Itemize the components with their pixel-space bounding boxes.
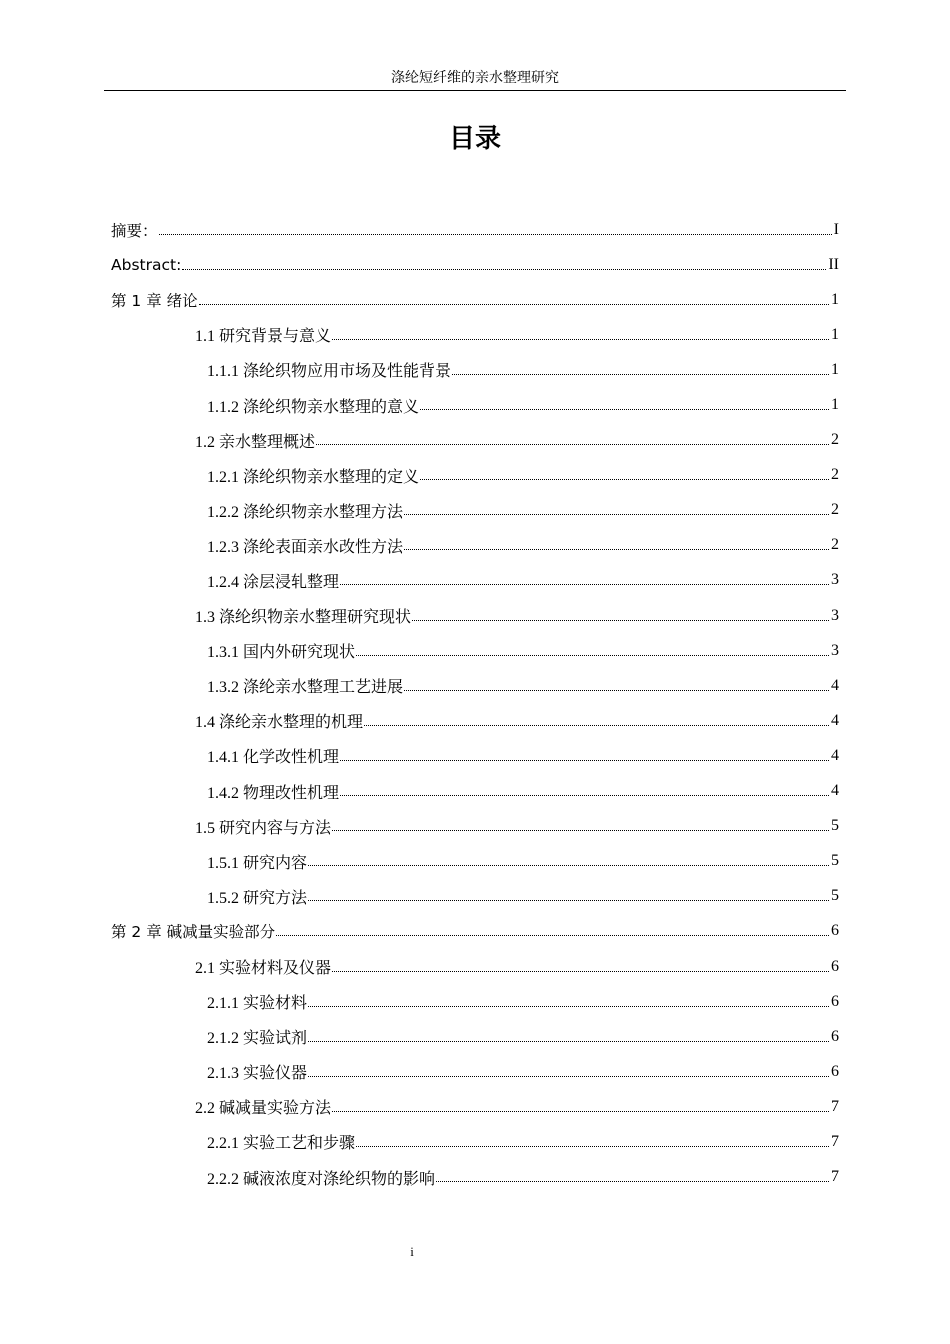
toc-entry[interactable]: [111, 423, 839, 458]
toc-entry[interactable]: [111, 352, 839, 387]
dot-leader: [340, 795, 829, 796]
running-header: 涤纶短纤维的亲水整理研究: [391, 71, 559, 86]
toc-entry[interactable]: [111, 282, 839, 317]
toc-entry-page-number: 1: [831, 325, 839, 343]
toc-entry-page-number: II: [828, 255, 839, 273]
toc-entry[interactable]: [111, 668, 839, 703]
toc-entry-label: 1.2.1 涤纶织物亲水整理的定义: [207, 468, 420, 486]
toc-entry-label: 2.2 碱减量实验方法: [195, 1100, 332, 1118]
toc-entry-label: 第 2 章 碱减量实验部分: [111, 923, 276, 942]
toc-entry[interactable]: [111, 458, 839, 493]
toc-entry-label: 1.2.3 涤纶表面亲水改性方法: [207, 538, 404, 556]
toc-entry[interactable]: [111, 984, 839, 1019]
dot-leader: [199, 304, 829, 305]
toc-entry-page-number: 6: [831, 992, 839, 1010]
dot-leader: [159, 234, 832, 235]
toc-entry[interactable]: [111, 528, 839, 563]
toc-entry-label: 1.5.1 研究内容: [207, 854, 308, 872]
dot-leader: [332, 971, 829, 972]
toc-entry-page-number: 2: [831, 431, 839, 449]
toc-entry[interactable]: [111, 212, 839, 247]
toc-entry-label: 1.2.2 涤纶织物亲水整理方法: [207, 503, 404, 521]
dot-leader: [308, 865, 829, 866]
toc-entry-page-number: 1: [831, 290, 839, 308]
dot-leader: [316, 444, 829, 445]
toc-entry[interactable]: [111, 703, 839, 738]
toc-entry-page-number: 6: [831, 1062, 839, 1080]
toc-entry-label: 1.1.1 涤纶织物应用市场及性能背景: [207, 363, 452, 381]
header-rule: [104, 90, 846, 91]
toc-entry-label: 1.4 涤纶亲水整理的机理: [195, 714, 364, 732]
toc-entry[interactable]: [111, 493, 839, 528]
toc-entry-page-number: 4: [831, 711, 839, 729]
toc-entry-label: 1.4.1 化学改性机理: [207, 749, 340, 767]
toc-entry-label: 2.1.2 实验试剂: [207, 1030, 308, 1048]
toc-entry-page-number: 7: [831, 1168, 839, 1186]
toc-entry[interactable]: [111, 633, 839, 668]
toc-entry[interactable]: [111, 1089, 839, 1124]
toc-entry-page-number: 6: [831, 1027, 839, 1045]
dot-leader: [436, 1181, 829, 1182]
toc-entry-page-number: 3: [831, 571, 839, 589]
toc-entry[interactable]: [111, 1054, 839, 1089]
toc-entry[interactable]: [111, 774, 839, 809]
toc-entry-label: 2.1 实验材料及仪器: [195, 960, 332, 978]
toc-entry[interactable]: [111, 1019, 839, 1054]
toc-entry-page-number: 5: [831, 817, 839, 835]
dot-leader: [308, 1041, 829, 1042]
toc-entry-page-number: 2: [831, 466, 839, 484]
toc-entry[interactable]: [111, 844, 839, 879]
toc-entry[interactable]: [111, 738, 839, 773]
toc-entry-page-number: I: [833, 220, 839, 238]
toc-entry[interactable]: [111, 598, 839, 633]
dot-leader: [308, 1006, 829, 1007]
toc-entry-label: 1.3.1 国内外研究现状: [207, 644, 356, 662]
dot-leader: [308, 900, 829, 901]
toc-entry-page-number: 5: [831, 887, 839, 905]
toc-entry-page-number: 1: [831, 360, 839, 378]
toc-entry-page-number: 3: [831, 641, 839, 659]
toc-entry-page-number: 4: [831, 746, 839, 764]
dot-leader: [332, 1111, 829, 1112]
dot-leader: [340, 760, 829, 761]
toc-entry[interactable]: [111, 563, 839, 598]
dot-leader: [356, 1146, 829, 1147]
dot-leader: [340, 584, 829, 585]
table-of-contents: [111, 212, 839, 1195]
toc-entry-label: 1.5.2 研究方法: [207, 889, 308, 907]
dot-leader: [420, 479, 829, 480]
toc-entry-label: 1.2.4 涂层浸轧整理: [207, 573, 340, 591]
dot-leader: [276, 935, 829, 936]
toc-entry[interactable]: [111, 247, 839, 282]
dot-leader: [404, 549, 829, 550]
toc-entry[interactable]: [111, 879, 839, 914]
dot-leader: [404, 514, 829, 515]
toc-entry-label: 1.3 涤纶织物亲水整理研究现状: [195, 609, 412, 627]
toc-entry-label: 1.1 研究背景与意义: [195, 328, 332, 346]
toc-entry-label: Abstract:: [111, 255, 182, 274]
dot-leader: [404, 690, 829, 691]
toc-entry-label: 1.5 研究内容与方法: [195, 819, 332, 837]
toc-entry-label: 1.2 亲水整理概述: [195, 433, 316, 451]
toc-entry[interactable]: [111, 1160, 839, 1195]
toc-entry[interactable]: [111, 317, 839, 352]
toc-entry-page-number: 3: [831, 606, 839, 624]
dot-leader: [452, 374, 829, 375]
toc-entry-page-number: 2: [831, 501, 839, 519]
toc-entry-label: 第 1 章 绪论: [111, 291, 198, 310]
toc-entry-page-number: 6: [831, 922, 839, 940]
toc-entry-page-number: 4: [831, 676, 839, 694]
toc-entry-label: 2.2.2 碱液浓度对涤纶织物的影响: [207, 1170, 436, 1188]
toc-entry-page-number: 1: [831, 396, 839, 414]
dot-leader: [412, 620, 829, 621]
page-title: 目录: [448, 124, 501, 154]
toc-entry[interactable]: [111, 914, 839, 949]
dot-leader: [332, 830, 829, 831]
toc-entry-label: 2.1.1 实验材料: [207, 995, 308, 1013]
dot-leader: [182, 269, 826, 270]
dot-leader: [332, 339, 829, 340]
toc-entry-label: 1.3.2 涤纶亲水整理工艺进展: [207, 679, 404, 697]
dot-leader: [308, 1076, 829, 1077]
page-number: i: [410, 1244, 414, 1259]
toc-entry-page-number: 4: [831, 782, 839, 800]
toc-entry-label: 2.2.1 实验工艺和步骤: [207, 1135, 356, 1153]
toc-entry-page-number: 5: [831, 852, 839, 870]
toc-entry[interactable]: [111, 949, 839, 984]
toc-entry-page-number: 7: [831, 1132, 839, 1150]
toc-entry-page-number: 7: [831, 1097, 839, 1115]
toc-entry[interactable]: [111, 809, 839, 844]
dot-leader: [364, 725, 829, 726]
toc-entry-label: 2.1.3 实验仪器: [207, 1065, 308, 1083]
toc-entry-label: 摘要：: [111, 221, 158, 240]
toc-entry[interactable]: [111, 387, 839, 422]
dot-leader: [356, 655, 829, 656]
toc-entry-label: 1.1.2 涤纶织物亲水整理的意义: [207, 398, 420, 416]
toc-entry[interactable]: [111, 1124, 839, 1159]
dot-leader: [420, 409, 829, 410]
toc-entry-page-number: 2: [831, 536, 839, 554]
toc-entry-label: 1.4.2 物理改性机理: [207, 784, 340, 802]
toc-entry-page-number: 6: [831, 957, 839, 975]
